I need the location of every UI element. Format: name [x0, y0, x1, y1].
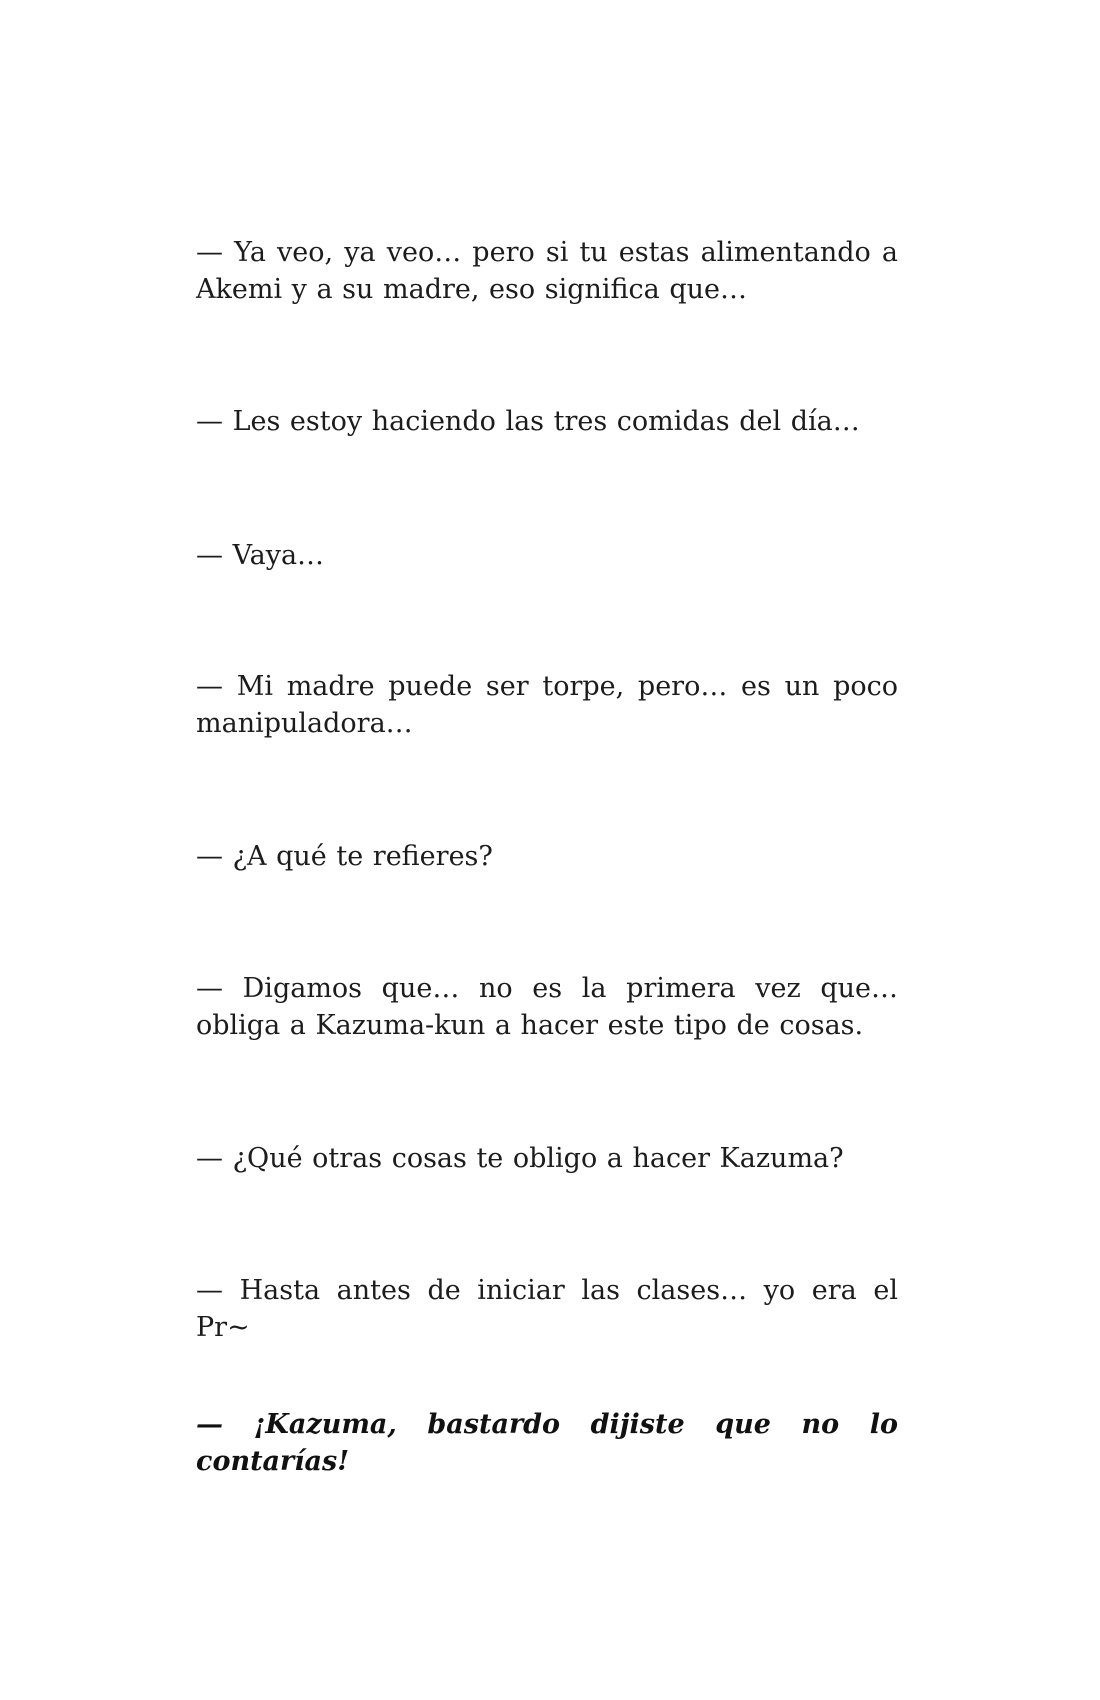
dialogue-line: — Les estoy haciendo las tres comidas del día…	[196, 406, 860, 437]
dialogue-line: — Mi madre puede ser torpe, pero… es un poco manipuladora…	[196, 671, 898, 739]
dialogue-line: — ¿Qué otras cosas te obligo a hacer Kazuma?	[196, 1143, 844, 1174]
dialogue-line: — Digamos que… no es la primera vez que… obliga a Kazuma-kun a hacer este tipo de cosas.	[196, 973, 898, 1041]
dialogue-line: — Ya veo, ya veo… pero si tu estas alimentando a Akemi y a su madre, eso significa que…	[196, 237, 898, 305]
dialogue-line: — ¿A qué te refieres?	[196, 841, 493, 872]
dialogue-line: — Vaya…	[196, 540, 325, 571]
dialogue-line: — Hasta antes de iniciar las clases… yo era el Pr~	[196, 1275, 898, 1343]
dialogue-line-emphasized: — ¡Kazuma, bastardo dijiste que no lo contarías!	[196, 1409, 898, 1477]
